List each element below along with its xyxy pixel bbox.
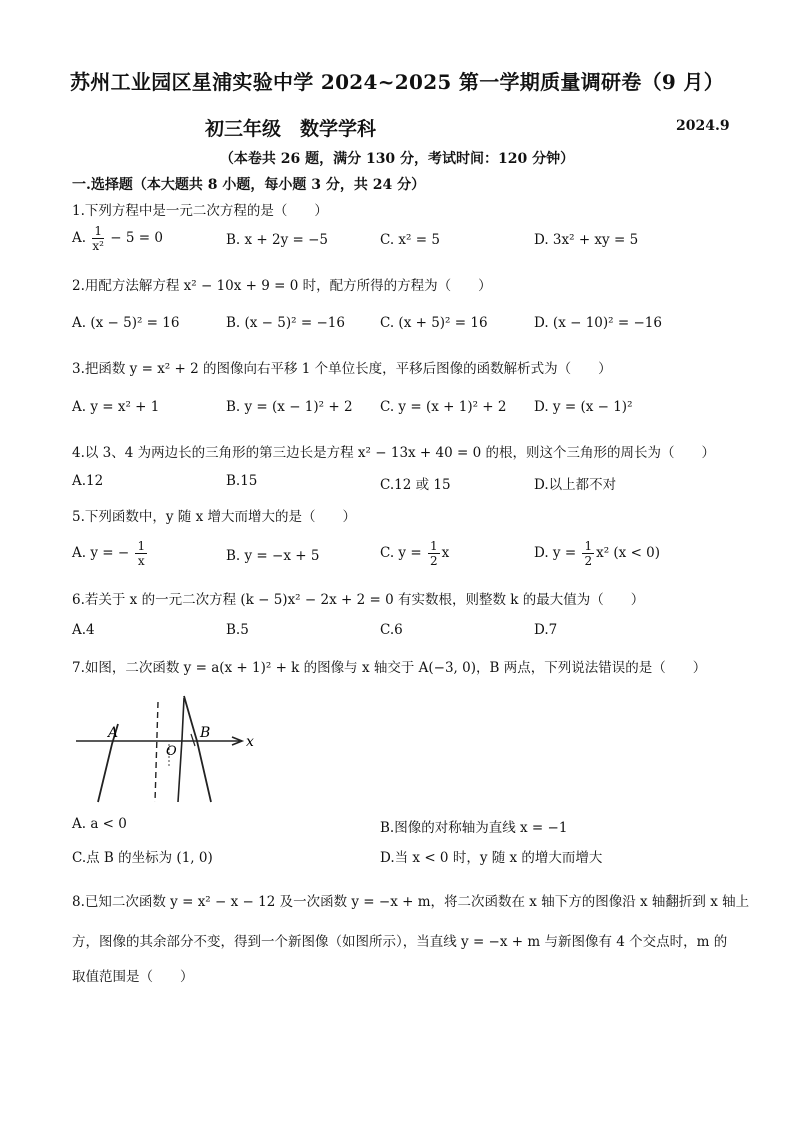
fraction-denominator: 2	[429, 554, 438, 568]
fraction-denominator: x	[137, 554, 145, 568]
question-8-line-1: 8.已知二次函数 y = x² − x − 12 及一次函数 y = −x + m，将二次函数在 x 轴下方的图像沿 x 轴翻折到 x 轴上	[72, 894, 750, 910]
question-7-option-a: A. a < 0	[72, 816, 127, 832]
question-1-option-b: B. x + 2y = −5	[226, 232, 329, 248]
figure-label-x: x	[246, 734, 254, 750]
question-3-option-c: C. y = (x + 1)² + 2	[380, 399, 507, 415]
question-5-option-b: B. y = −x + 5	[226, 548, 320, 564]
figure-label-o: O	[166, 744, 177, 759]
question-7-option-d: D.当 x < 0 时，y 随 x 的增大而增大	[380, 850, 603, 866]
section-title: 一.选择题（本大题共 8 小题，每小题 3 分，共 24 分）	[72, 177, 426, 193]
question-2-stem: 2.用配方法解方程 x² − 10x + 9 = 0 时，配方所得的方程为（ ）	[72, 278, 492, 294]
option-a-fraction	[92, 224, 104, 253]
exam-subtitle: 初三年级 数学学科	[205, 118, 377, 140]
question-1-option-c: C. x² = 5	[380, 232, 440, 248]
question-7-option-b: B.图像的对称轴为直线 x = −1	[380, 820, 568, 836]
fraction-numerator: 1	[137, 539, 146, 553]
question-4-option-d: D.以上都不对	[534, 477, 617, 493]
fraction-denominator: x²	[92, 239, 104, 253]
option-a-fraction	[135, 539, 147, 568]
figure-right-branch	[184, 696, 211, 802]
question-6-stem: 6.若关于 x 的一元二次方程 (k − 5)x² − 2x + 2 = 0 有实数根，则整数 k 的最大值为（ ）	[72, 592, 645, 608]
option-c-rest: x	[441, 545, 450, 561]
question-4-option-c: C.12 或 15	[380, 477, 451, 493]
fraction-numerator: 1	[584, 539, 593, 553]
question-2-option-d: D. (x − 10)² = −16	[534, 315, 662, 331]
fraction-denominator: 2	[584, 554, 593, 568]
question-6-option-d: D.7	[534, 622, 558, 638]
question-4-option-a: A.12	[72, 473, 104, 489]
question-7-stem: 7.如图，二次函数 y = a(x + 1)² + k 的图像与 x 轴交于 A(−3, 0)，B 两点，下列说法错误的是（ ）	[72, 660, 707, 676]
option-a-rest: − 5 = 0	[105, 230, 163, 246]
figure-symmetry-line	[155, 702, 158, 802]
question-5-stem: 5.下列函数中，y 随 x 增大而增大的是（ ）	[72, 509, 356, 525]
question-3-option-a: A. y = x² + 1	[72, 399, 160, 415]
question-5-option-d	[534, 539, 660, 568]
question-1-option-d: D. 3x² + xy = 5	[534, 232, 639, 248]
question-3-option-b: B. y = (x − 1)² + 2	[226, 399, 353, 415]
question-2-option-b: B. (x − 5)² = −16	[226, 315, 345, 331]
fraction-numerator: 1	[94, 224, 102, 238]
option-d-rest: x² (x < 0)	[596, 545, 661, 561]
question-1-option-a	[72, 224, 163, 253]
exam-title: 苏州工业园区星浦实验中学 2024~2025 第一学期质量调研卷（9 月）	[70, 70, 724, 94]
figure-tick	[191, 734, 195, 746]
option-d-prefix: D. y =	[534, 545, 577, 561]
question-7-figure	[72, 684, 262, 806]
exam-note: （本卷共 26 题，满分 130 分，考试时间：120 分钟）	[219, 151, 575, 167]
question-8-line-2: 方，图像的其余部分不变，得到一个新图像（如图所示），当直线 y = −x + m 与新图像有 4 个交点时，m 的	[72, 934, 728, 950]
figure-label-a: A	[108, 725, 119, 741]
question-6-option-b: B.5	[226, 622, 249, 638]
figure-inner-branch	[178, 698, 184, 802]
question-4-stem: 4.以 3、4 为两边长的三角形的第三边长是方程 x² − 13x + 40 = 0 的根，则这个三角形的周长为（ ）	[72, 445, 715, 461]
fraction-numerator: 1	[429, 539, 438, 553]
question-2-option-a: A. (x − 5)² = 16	[72, 315, 180, 331]
option-a-prefix: A. y = −	[72, 545, 130, 561]
question-8-line-3: 取值范围是（ ）	[72, 969, 194, 985]
question-1-stem: 1.下列方程中是一元二次方程的是（ ）	[72, 203, 328, 219]
question-6-option-a: A.4	[72, 622, 95, 638]
question-3-stem: 3.把函数 y = x² + 2 的图像向右平移 1 个单位长度，平移后图像的函数解析式为（ ）	[72, 361, 612, 377]
option-a-prefix: A.	[72, 230, 87, 246]
question-6-option-c: C.6	[380, 622, 403, 638]
option-c-fraction	[428, 539, 440, 568]
exam-date: 2024.9	[676, 118, 730, 134]
question-7-option-c: C.点 B 的坐标为 (1, 0)	[72, 850, 213, 866]
option-d-fraction	[582, 539, 594, 568]
option-c-prefix: C. y =	[380, 545, 422, 561]
question-5-option-a	[72, 539, 149, 568]
question-5-option-c	[380, 539, 449, 568]
question-4-option-b: B.15	[226, 473, 258, 489]
question-3-option-d: D. y = (x − 1)²	[534, 399, 633, 415]
question-2-option-c: C. (x + 5)² = 16	[380, 315, 488, 331]
figure-label-b: B	[200, 725, 211, 741]
